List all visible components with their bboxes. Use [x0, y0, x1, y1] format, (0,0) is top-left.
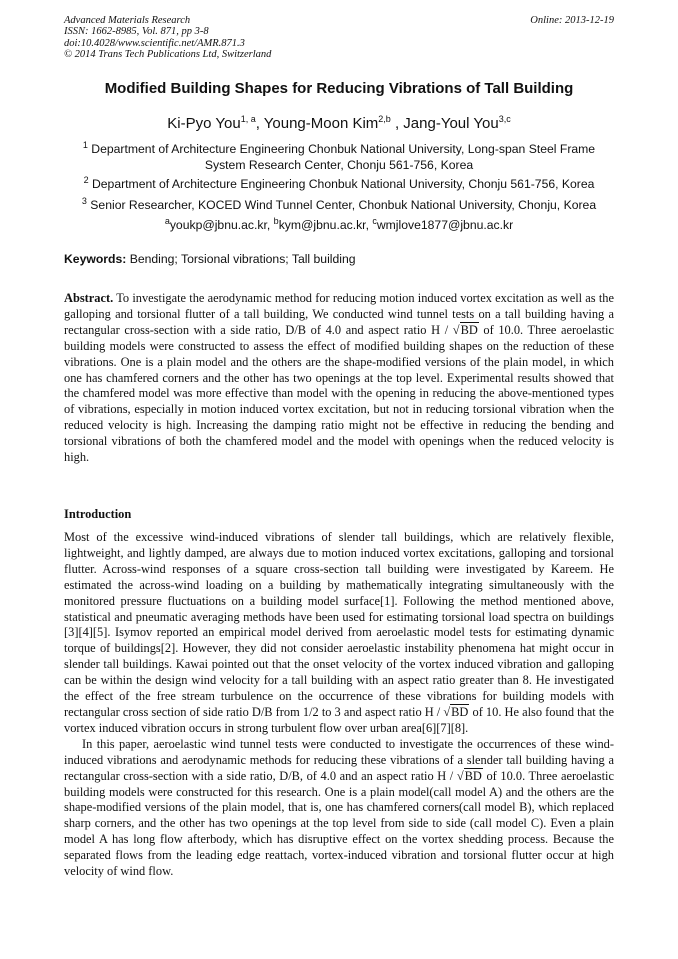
author-1-sup: 1, a [240, 114, 256, 124]
affiliation-1 [70, 138, 608, 173]
paper-title: Modified Building Shapes for Reducing Vibrations of Tall Building [104, 80, 574, 97]
email-a-sup: a [164, 216, 170, 226]
author-1: Ki-Pyo You [167, 115, 241, 132]
author-emails [40, 216, 638, 232]
keywords-label: Keywords: [64, 252, 127, 266]
affiliation-2 [70, 173, 608, 193]
intro-p1-text-b: of 10. He also found that the vortex induced vibration occurs in strong turbulent flow over urban area[6][7][8]. [64, 704, 614, 735]
issn: ISSN: 1662-8985, Vol. 871, pp 3-8 [64, 26, 209, 38]
author-3-sup: 3,c [498, 114, 511, 124]
abstract-text-2: of 10.0. Three aeroelastic building models were constructed to assess the effect of modified building shapes on the reduction of these vibrations. One is a plain model and the others are the shape-modified versions of the plain model, in which one has chamfered corners and the other has two openings at the top level. Experimental results showed that the chamfered model was more effective than model with the opening in reducing the above-mentioned types of vibrations, especially in motion induced vortex excitation, but not in reducing torsional vibration when the reduced velocity is high. Increasing the damping ratio might not be effective in reducing the bending and torsional vibrations of both the chamfered model and the model with openings when the reduced velocity is high. [64, 322, 614, 465]
email-b-sup: b [273, 216, 279, 226]
formula-bd-3: BD [464, 768, 482, 783]
affiliation-3-sup: 3 [81, 196, 87, 206]
online-date: Online: 2013-12-19 [530, 15, 614, 26]
intro-p2-text-a: In this paper, aeroelastic wind tunnel tests were conducted to investigate the occurrences of these wind-induced vibrations and aerodynamic methods for reducing these vibrations of a slender tall building having a rectangular cross-section with a side ratio, D/B, of 4.0 and an aspect ratio [64, 736, 614, 783]
formula-h-3: H / [437, 768, 457, 783]
journal-name: Advanced Materials Research [64, 15, 191, 26]
intro-paragraph-2 [64, 737, 614, 880]
aspect-ratio-formula-3: H / √BD [437, 768, 482, 783]
email-c[interactable]: wmjlove1877@jbnu.ac.kr [376, 218, 514, 233]
affiliation-2-text: Department of Architecture Engineering Chonbuk National University, Chonju 561-756, Korea [91, 177, 595, 192]
email-a[interactable]: youkp@jbnu.ac.kr, [169, 218, 271, 233]
aspect-ratio-formula-2: H / √BD [424, 704, 469, 719]
author-3: , Jang-Youl You [390, 115, 499, 132]
copyright: © 2014 Trans Tech Publications Ltd, Switzerland [64, 49, 272, 61]
section-heading-introduction: Introduction [64, 507, 132, 521]
author-2-sup: 2,b [378, 114, 391, 124]
affiliation-3-text: Senior Researcher, KOCED Wind Tunnel Center, Chonbuk National University, Chonju, Korea [90, 198, 597, 213]
formula-h: H / [431, 322, 453, 337]
affiliation-1-sup: 1 [82, 140, 88, 150]
abstract-label: Abstract. [64, 291, 114, 305]
aspect-ratio-formula: H / √BD [431, 322, 478, 337]
formula-bd: BD [460, 322, 478, 337]
abstract-text-1: To investigate the aerodynamic method for reducing motion induced vortex excitation as well as the galloping and torsional flutter of a tall building, We conducted wind tunnel tests on a tall building having a rectangular cross-section with a side ratio, D/B of 4.0 and aspect ratio [64, 291, 614, 337]
email-b[interactable]: kym@jbnu.ac.kr, [278, 218, 369, 233]
journal-header [64, 15, 271, 61]
affiliation-1-text: Department of Architecture Engineering Chonbuk National University, Long-span Steel Frame System Research Center, Chonju 561-756, Korea [91, 142, 596, 172]
keywords [64, 252, 356, 266]
intro-p1-text-a: Most of the excessive wind-induced vibrations of slender tall buildings, which are relatively flexible, lightweight, and lightly damped, are always due to motion induced vortex excitations, galloping and torsional flutter. Across-wind responses of a square cross-section tall building were investigated by Kareem. He estimated the across-wind loading on a building by mathematically integrating simultaneously with the monitored pressure fluctuations on a building model surface[1]. Following the method mentioned above, statistical and pneumatic averaging methods have been used for estimating torsional load spectra on buildings [3][4][5]. Isymov reported an empirical model derived from aeroelastic model tests for estimating dynamic torque of buildings[2]. However, they did not consider aeroelastic instability phenomena hat might occur in slender tall buildings. Kawai pointed out that the onset velocity of the vortex induced vibration and galloping can be within the design wind velocity for a tall building with an aspect ratio greater than 8. He investigated the effect of the free stream turbulence on the occurrence of these vibrations for building models with rectangular cross section of side ratio D/B from 1/2 to 3 and aspect ratio [64, 530, 614, 719]
affiliation-3 [70, 194, 608, 214]
formula-h-2: H / [424, 704, 444, 719]
email-c-sup: c [372, 216, 377, 226]
intro-p2-text-b: of 10.0. Three aeroelastic building models were constructed for this research. One is a plain model(call model A) and the others are the shape-modified versions of the plain model, that is, one has chamfered corners(call model B), which replaced sharp corners, and the other has two openings at the top level from side to side (call model C). Even a plain model A has long flow afterbody, which has disruptive effect on the vortex shedding process. Because the separated flows from the leading edge reattach, vortex-induced vibration and torsional flutter occur at high velocity of wind flow. [64, 768, 614, 879]
affiliation-2-sup: 2 [83, 175, 89, 185]
author-list [40, 114, 638, 132]
author-2: , Young-Moon Kim [255, 115, 379, 132]
doi: doi:10.4028/www.scientific.net/AMR.871.3 [64, 37, 245, 49]
abstract [64, 291, 614, 466]
formula-bd-2: BD [451, 704, 469, 719]
introduction-body [64, 530, 614, 880]
intro-paragraph-1 [64, 530, 614, 737]
keywords-text: Bending; Torsional vibrations; Tall building [126, 252, 356, 266]
